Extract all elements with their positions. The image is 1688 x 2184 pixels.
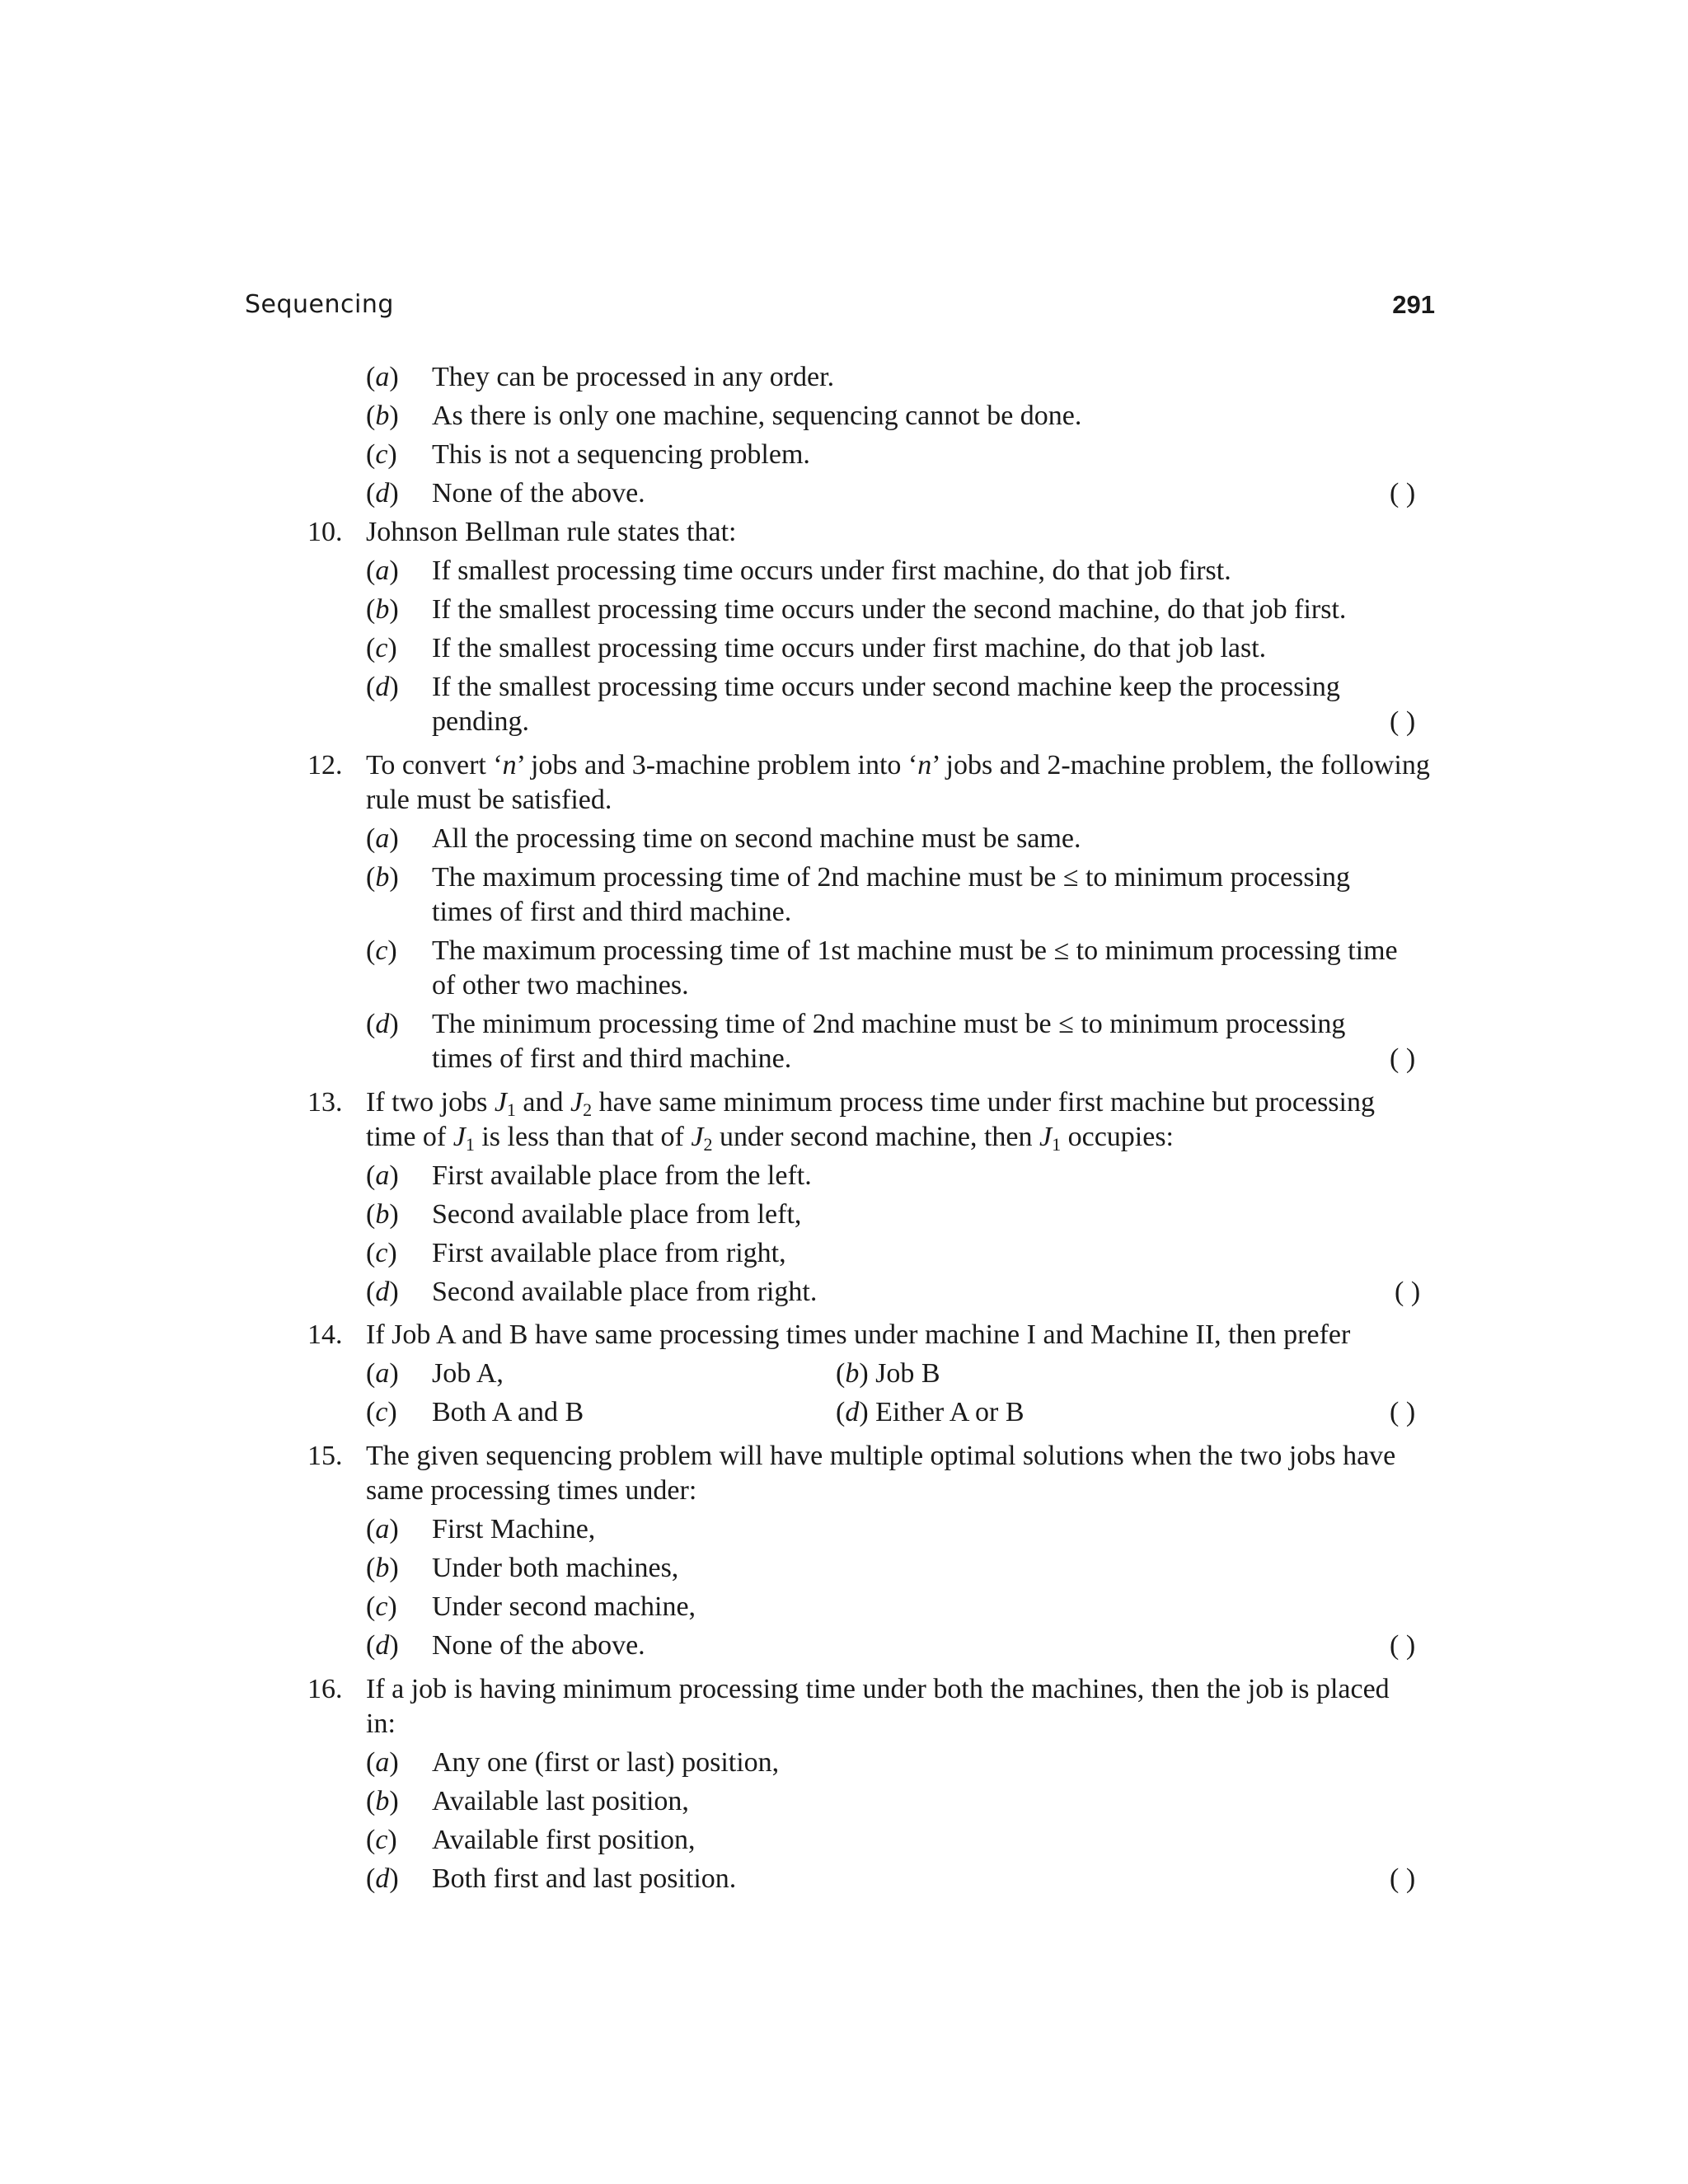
question-number: 15. — [307, 1441, 343, 1471]
answer-bracket: ( ) — [1390, 1863, 1416, 1894]
question-text: If Job A and B have same processing times under machine I and Machine II, then prefer — [366, 1319, 1351, 1350]
answer-bracket: ( ) — [1390, 706, 1416, 737]
answer-bracket: ( ) — [1390, 478, 1416, 509]
page: Sequencing 291 (a) They can be processed in any order. (b) As there is only one machine, sequencing cannot be done. (c) This is not a sequencing problem. (d) None of the above. ( ) 10. Johnson Bellman rule states that: (a) If smallest processing time occurs under first machine, do that job first. (b) If the smallest processing time occurs under the second machine, do that job first. (c) If the smallest processing time occurs under first machine, do that job last. (d) If the smallest processing time occurs under second machine keep the processing pending. ( ) 12. To convert ‘n’ jobs and 3-machine problem into ‘n’ jobs and 2-machine problem, the following rule must be satisfied. (a) All the processing time on second machine must be same. (b) The maximum processing time of 2nd machine must be ≤ to minimum processing times of first and third machine. (c) The maximum processing time of 1st machine must be ≤ to minimum processing time of other two machines. (d) The minimum processing time of 2nd machine must be ≤ to minimum processing times of first and third machine. ( ) 13. If two jobs $J_1$ and $J_2$ have same minimum process time under first machine but processing time of $J_1$ is less than that of $J_2$ under second machine, then $J_1$ occupies: (a) First available place from the left. (b) Second available place from left, (c) First available place from right, (d) Second available place from right. ( ) 14. If Job A and B have same processing times under machine I and Machine II, then prefer (a) Job A, (b) Job B (c) Both A and B (d) Either A or B ( ) 15. The given sequencing problem will have multiple optimal solutions when the two jobs have same processing times under: (a) First Machine, (b) Under both machines, (c) Under second machine, (d) None of the above. ( ) 16. If a job is having minimum processing time under both the machines, then the job is placed in: (a) Any one (first or last) position, (b) Available last position, (c) Available first position, (d) Both first and last position. ( ) — [0, 0, 1688, 2184]
question-text: The given sequencing problem will have multiple optimal solutions when the two jobs have — [366, 1441, 1396, 1471]
option-d: (d) Either A or B — [836, 1397, 1025, 1427]
page-number: 291 — [1392, 290, 1435, 319]
option-b: (b) Job B — [836, 1358, 940, 1389]
question-text-continued: in: — [366, 1708, 396, 1739]
running-head — [245, 290, 1435, 326]
answer-bracket: ( ) — [1395, 1277, 1421, 1307]
answer-bracket: ( ) — [1390, 1397, 1416, 1427]
answer-bracket: ( ) — [1390, 1043, 1416, 1074]
question-text-continued: rule must be satisfied. — [366, 785, 612, 815]
question-text-continued: time of $J_1$ is less than that of $J_2$ under second machine, then $J_1$ occupies: — [366, 1122, 1175, 1155]
question-text: If two jobs $J_1$ and $J_2$ have same minimum process time under first machine but processing — [366, 1087, 1375, 1120]
question-text: To convert ‘n’ jobs and 3-machine problem into ‘n’ jobs and 2-machine problem, the following — [366, 750, 1430, 780]
question-number: 13. — [307, 1087, 343, 1118]
question-number: 16. — [307, 1674, 343, 1704]
question-text: If a job is having minimum processing time under both the machines, then the job is placed — [366, 1674, 1390, 1704]
section-title: Sequencing — [245, 290, 394, 319]
question-text-continued: same processing times under: — [366, 1475, 697, 1506]
question-number: 12. — [307, 750, 343, 780]
question-text: Johnson Bellman rule states that: — [366, 517, 737, 547]
question-number: 14. — [307, 1319, 343, 1350]
question-number: 10. — [307, 517, 343, 547]
answer-bracket: ( ) — [1390, 1630, 1416, 1661]
